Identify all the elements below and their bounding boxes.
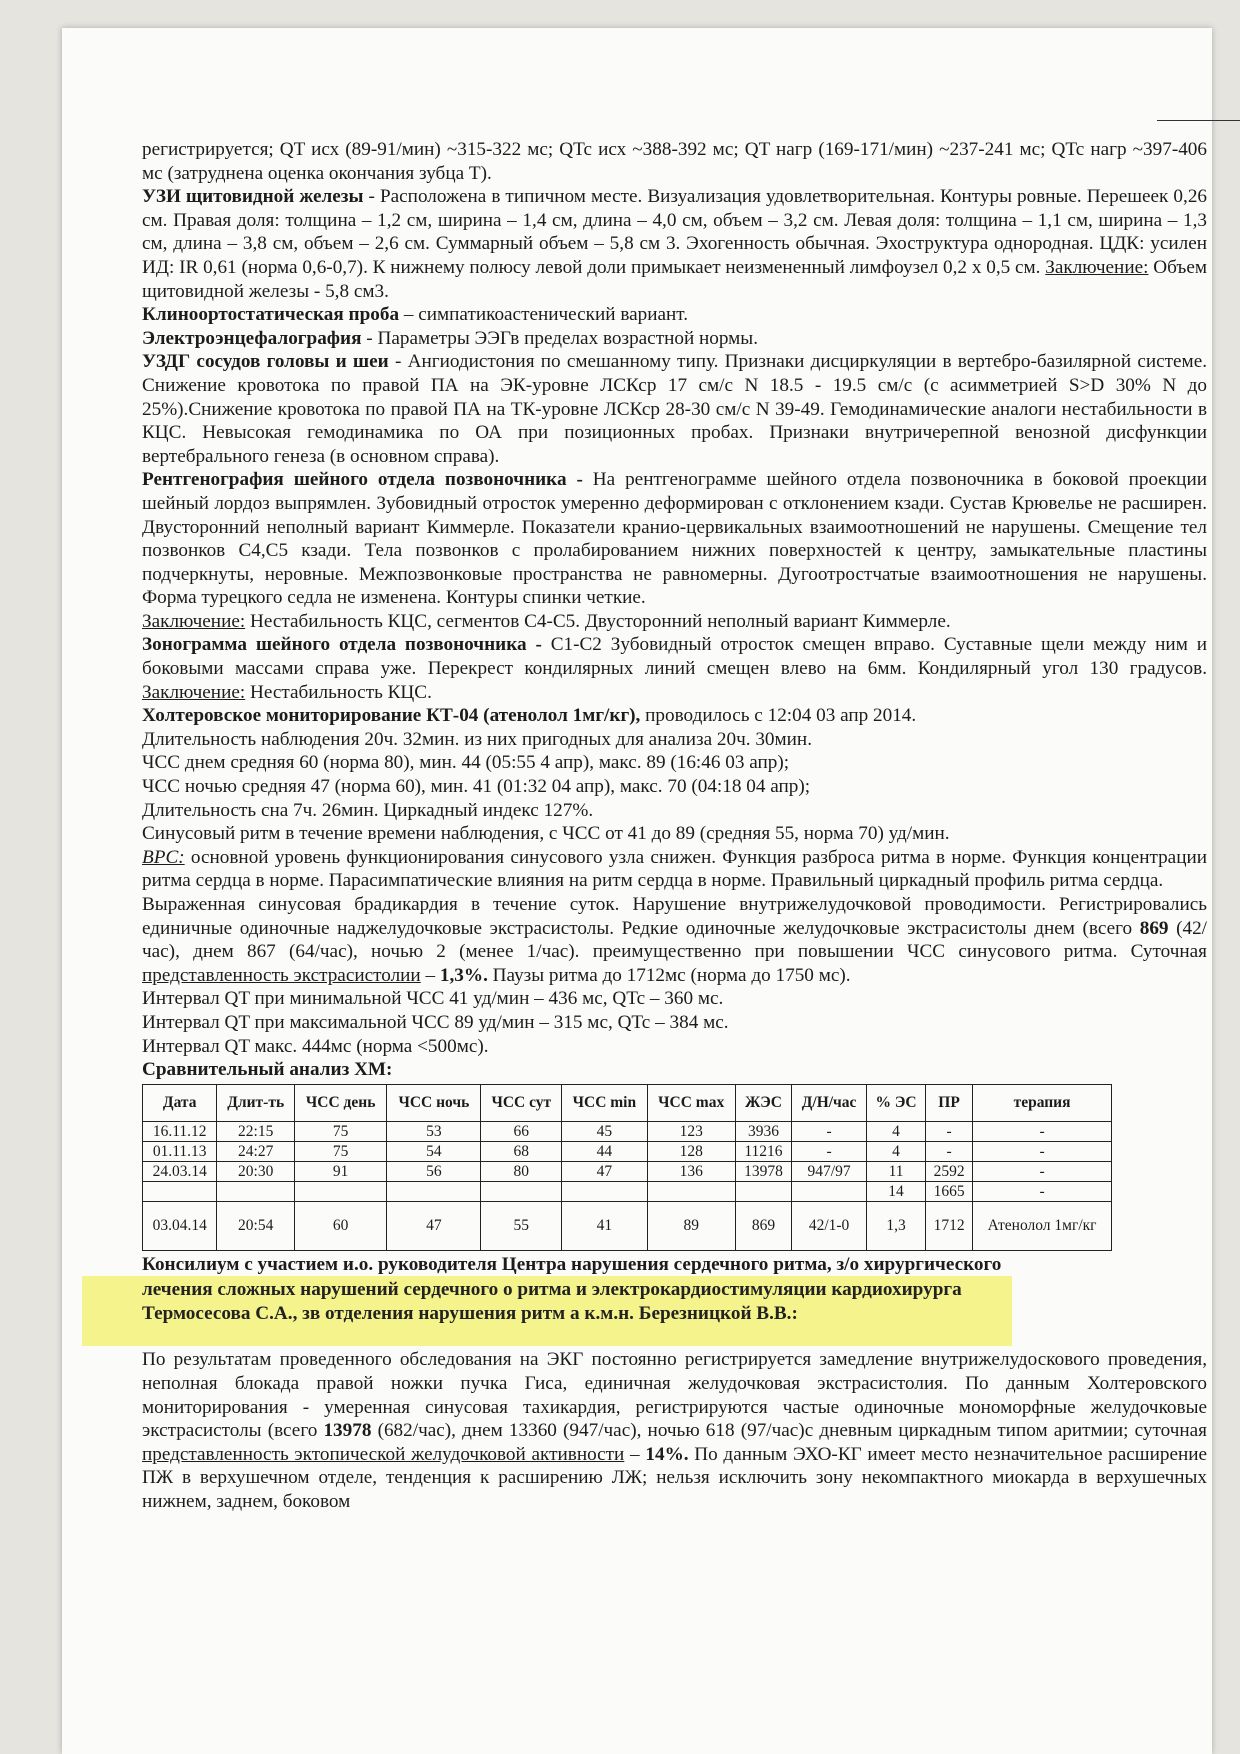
table-cell: 44: [562, 1141, 647, 1161]
table-cell: [735, 1181, 791, 1201]
table-cell: 55: [481, 1201, 562, 1250]
klino-section: [142, 303, 1207, 327]
table-header: ЧСС min: [562, 1084, 647, 1121]
holter-comparison-table: [142, 1084, 1112, 1251]
table-cell: 947/97: [792, 1161, 867, 1181]
table-header: % ЭС: [867, 1084, 926, 1121]
brady-text2: (42/час), днем 867 (64/час), ночью 2 (менее 1/час). преимущественно при повышении ЧСС синусового ритма. Суточная: [142, 917, 1208, 963]
table-cell: 03.04.14: [143, 1201, 217, 1250]
table-cell: 75: [294, 1121, 386, 1141]
hl-line1-right: о ритма и электрокардиостимуляции кардиохирурга: [503, 1279, 962, 1301]
hl-line1-left: лечения сложных нарушений сердечного: [142, 1279, 499, 1301]
table-cell: 1712: [926, 1201, 973, 1250]
compare-title: Сравнительный анализ ХМ:: [142, 1059, 393, 1081]
final-underline: представленность эктопической желудочковой активности: [142, 1443, 625, 1465]
table-cell: 4: [867, 1121, 926, 1141]
uzdg-section: [142, 350, 1207, 468]
holter-text: проводилось с 12:04 03 апр 2014.: [640, 705, 917, 727]
table-cell: 41: [562, 1201, 647, 1250]
klino-title: Клиноортостатическая проба: [142, 304, 400, 326]
table-row: [143, 1161, 1112, 1181]
brady-underline: представленность экстрасистолии: [142, 964, 421, 986]
vrs-label: ВРС:: [142, 846, 185, 868]
table-cell: 42/1-0: [792, 1201, 867, 1250]
table-cell: [562, 1181, 647, 1201]
table-cell: -: [926, 1121, 973, 1141]
table-row: [143, 1141, 1112, 1161]
uzi-section: [142, 185, 1207, 303]
qt-line: Интервал QT при минимальной ЧСС 41 уд/мин – 436 мс, QTc – 360 мс.: [142, 988, 724, 1010]
holter-section: [142, 704, 1207, 728]
qt-paragraph: регистрируется; QT исх (89-91/мин) ~315-322 мс; QTc исх ~388-392 мс; QT нагр (169-171/мин) ~237-241 мс; QTc нагр ~397-406 мс (затруднена оценка окончания зубца T).: [142, 139, 1207, 184]
uzi-conclusion: Объем щитовидной железы - 5,8 см3.: [142, 256, 1207, 302]
table-cell: -: [792, 1121, 867, 1141]
zono-section: [142, 633, 1207, 704]
table-cell: 13978: [735, 1161, 791, 1181]
final-percent: 14%.: [645, 1443, 689, 1465]
table-header: терапия: [973, 1084, 1112, 1121]
brady-section: [142, 893, 1207, 987]
table-cell: 60: [294, 1201, 386, 1250]
highlighted-text: [142, 1278, 1207, 1325]
table-cell: 869: [735, 1201, 791, 1250]
table-cell: 47: [562, 1161, 647, 1181]
document-body: [142, 138, 1207, 1514]
table-cell: 80: [481, 1161, 562, 1181]
table-row: [143, 1201, 1112, 1250]
final-text4: По данным ЭХО-КГ имеет место незначительное расширение ПЖ в верхушечном отделе, тенденция к расширению ЛЖ; нельзя исключить зону некомпактного миокарда в верхушечных нижнем, заднем, боковом: [142, 1443, 1208, 1512]
table-cell: 45: [562, 1121, 647, 1141]
table-header-row: [143, 1084, 1112, 1121]
holter-line: Длительность сна 7ч. 26мин. Циркадный индекс 127%.: [142, 799, 594, 821]
table-cell: 68: [481, 1141, 562, 1161]
klino-text: – симпатикоастенический вариант.: [399, 304, 689, 326]
table-header: ЧСС день: [294, 1084, 386, 1121]
rg-conclusion-label: Заключение:: [142, 610, 246, 632]
eeg-text: - Параметры ЭЭГв пределах возрастной нормы.: [361, 327, 759, 349]
table-header: ЧСС ночь: [387, 1084, 481, 1121]
table-cell: 4: [867, 1141, 926, 1161]
final-total-count: 13978: [323, 1420, 372, 1442]
table-cell: 20:54: [217, 1201, 295, 1250]
document-sheet: [62, 28, 1212, 1754]
table-cell: -: [973, 1181, 1112, 1201]
table-cell: Атенолол 1мг/кг: [973, 1201, 1112, 1250]
brady-percent: 1,3%.: [439, 964, 488, 986]
uzdg-title: УЗДГ сосудов головы и шеи: [142, 351, 389, 373]
table-cell: -: [973, 1141, 1112, 1161]
table-cell: -: [973, 1161, 1112, 1181]
table-cell: 16.11.12: [143, 1121, 217, 1141]
holter-title: Холтеровское мониторирование КТ-04 (атенолол 1мг/кг),: [142, 705, 641, 727]
table-cell: -: [792, 1141, 867, 1161]
table-cell: 47: [387, 1201, 481, 1250]
table-cell: 53: [387, 1121, 481, 1141]
table-cell: 128: [647, 1141, 735, 1161]
holter-line: ЧСС ночью средняя 47 (норма 60), мин. 41 (01:32 04 апр), макс. 70 (04:18 04 апр);: [142, 776, 811, 798]
table-cell: 66: [481, 1121, 562, 1141]
qt-line: Интервал QT при максимальной ЧСС 89 уд/мин – 315 мс, QTc – 384 мс.: [142, 1011, 729, 1033]
rg-section: [142, 468, 1207, 610]
rg-text: На рентгенограмме шейного отдела позвоночника в боковой проекции шейный лордоз выпрямлен. Зубовидный отросток умеренно деформирован с отклонением кзади. Сустав Крювелье не расширен. Двусторонний неполный вариант Киммерле. Показатели кранио-цервикальных взаимоотношений не нарушены. Смещение тел позвонков С4,С5 кзади. Тела позвонков с пролабированием нижних поверхностей к центру, замыкательные пластины подчеркнуты, неровные. Межпозвонковые пространства не равномерны. Дугоотростчатые взаимоотношения не нарушены. Форма турецкого седла не изменена. Контуры спинки четкие.: [142, 469, 1207, 609]
table-cell: -: [973, 1121, 1112, 1141]
table-header: ЖЭС: [735, 1084, 791, 1121]
table-cell: 22:15: [217, 1121, 295, 1141]
table-cell: [387, 1181, 481, 1201]
final-paragraph: [142, 1348, 1207, 1513]
table-header: Д/Н/час: [792, 1084, 867, 1121]
table-cell: 89: [647, 1201, 735, 1250]
table-row: [143, 1121, 1112, 1141]
table-cell: 54: [387, 1141, 481, 1161]
final-text3: –: [624, 1443, 646, 1465]
table-cell: 123: [647, 1121, 735, 1141]
table-cell: [792, 1181, 867, 1201]
brady-text: Выраженная синусовая брадикардия в течение суток. Нарушение внутрижелудочковой проводимости. Регистрировались единичные одиночные наджелудочковые экстрасистолы. Редкие одиночные желудочковые экстрасистолы днем (всего: [142, 894, 1207, 939]
table-cell: [217, 1181, 295, 1201]
highlighted-line: [142, 1278, 1207, 1302]
zono-title: Зонограмма шейного отдела позвоночника -: [142, 634, 542, 656]
table-header: Дата: [143, 1084, 217, 1121]
table-cell: 1,3: [867, 1201, 926, 1250]
table-cell: [294, 1181, 386, 1201]
rg-conclusion-line: [142, 610, 1207, 634]
brady-text3: –: [420, 964, 440, 986]
hl-line2-left: Термосесова С.А., зв отделения нарушения: [142, 1302, 517, 1324]
table-header: ПР: [926, 1084, 973, 1121]
uzdg-text: - Ангиодистония по смешанному типу. Признаки дисциркуляции в вертебро-базилярной системе. Снижение кровотока по правой ПА на ЭК-уровне ЛСКср 17 см/с N 18.5 - 19.5 см/с (с асимметрией S>D 30% N до 25%).Снижение кровотока по правой ПА на ТК-уровне ЛСКср 28-30 см/с N 39-49. Гемодинамические аналоги нестабильности в КЦС. Невысокая гемодинамика по ОА при позиционных пробах. Признаки внутричерепной венозной дисфункции вертебрального генеза (в основном справа).: [142, 351, 1208, 467]
rg-title: Рентгенография шейного отдела позвоночника -: [142, 469, 583, 491]
table-cell: [481, 1181, 562, 1201]
uzi-title: УЗИ щитовидной железы: [142, 186, 364, 208]
table-row: [143, 1181, 1112, 1201]
brady-count: 869: [1139, 917, 1169, 939]
table-cell: 3936: [735, 1121, 791, 1141]
hl-line2-right: ритм а к.м.н. Березницкой В.В.:: [521, 1302, 798, 1324]
uzi-text: - Расположена в типичном месте. Визуализация удовлетворительная. Контуры ровные. Перешеек 0,26 см. Правая доля: толщина – 1,2 см, ширина – 1,4 см, длина – 4,0 см, объем – 3,2 см. Левая доля: толщина – 1,1 см, ширина – 1,3 см, длина – 3,8 см, объем – 2,6 см. Суммарный объем – 5,8 см 3. Эхогенность обычная. Эхоструктура однородная. ЦДК: усилен ИД: IR 0,61 (норма 0,6-0,7). К нижнему полюсу левой доли примыкает неизмененный лимфоузел 0,2 х 0,5 см.: [142, 186, 1208, 278]
table-cell: 1665: [926, 1181, 973, 1201]
zono-text: С1-С2 Зубовидный отросток смещен вправо. Суставные щели между ним и боковыми массами справа уже. Перекрест кондилярных линий смещен влево на 6мм. Кондилярный угол 130 градусов.: [142, 634, 1207, 680]
table-cell: 11216: [735, 1141, 791, 1161]
eeg-title: Электроэнцефалография: [142, 327, 362, 349]
table-cell: -: [926, 1141, 973, 1161]
holter-line: Длительность наблюдения 20ч. 32мин. из них пригодных для анализа 20ч. 30мин.: [142, 728, 812, 750]
eeg-section: [142, 327, 1207, 351]
table-header: ЧСС сут: [481, 1084, 562, 1121]
uzi-conclusion-label: Заключение:: [1045, 256, 1149, 278]
table-cell: [647, 1181, 735, 1201]
table-cell: 2592: [926, 1161, 973, 1181]
table-cell: 75: [294, 1141, 386, 1161]
table-cell: 11: [867, 1161, 926, 1181]
top-rule-divider: [1157, 120, 1240, 121]
table-cell: 56: [387, 1161, 481, 1181]
final-text1: По результатам проведенного обследования на ЭКГ постоянно регистрируется замедление внутрижелудоскового проведения, неполная блокада правой ножки пучка Гиса, единичная желудочковая экстрасистолия. По данным Холтеровского мониторирования - умеренная синусовая тахикардия, регистрируются частые одиночные мономорфные желудочковые экстрасистолы (всего: [142, 1349, 1207, 1442]
table-cell: 24.03.14: [143, 1161, 217, 1181]
zono-conclusion-label: Заключение:: [142, 681, 246, 703]
vrs-section: [142, 846, 1207, 893]
zono-conclusion: Нестабильность КЦС.: [245, 681, 432, 703]
highlighted-line: [142, 1302, 1207, 1326]
table-cell: 91: [294, 1161, 386, 1181]
vrs-text: основной уровень функционирования синусового узла снижен. Функция разброса ритма в норме. Функция концентрации ритма сердца в норме. Парасимпатические влияния на ритм сердца в норме. Правильный циркадный профиль ритма сердца.: [142, 846, 1207, 892]
final-text2: (682/час), днем 13360 (947/час), ночью 618 (97/час)с дневным циркадным типом аритмии; суточная: [371, 1420, 1208, 1442]
table-cell: 01.11.13: [143, 1141, 217, 1161]
table-header: ЧСС max: [647, 1084, 735, 1121]
rg-conclusion: Нестабильность КЦС, сегментов С4-С5. Двусторонний неполный вариант Киммерле.: [245, 610, 951, 632]
consilium-title: Консилиум с участием и.о. руководителя Центра нарушения сердечного ритма, з/о хирургического: [142, 1253, 1002, 1275]
qt-line: Интервал QT макс. 444мс (норма <500мс).: [142, 1035, 489, 1057]
table-cell: [143, 1181, 217, 1201]
table-cell: 14: [867, 1181, 926, 1201]
highlighted-consilium-block: [142, 1276, 1207, 1346]
table-header: Длит-ть: [217, 1084, 295, 1121]
table-cell: 20:30: [217, 1161, 295, 1181]
holter-line: ЧСС днем средняя 60 (норма 80), мин. 44 (05:55 4 апр), макс. 89 (16:46 03 апр);: [142, 752, 790, 774]
table-cell: 136: [647, 1161, 735, 1181]
holter-line: Синусовый ритм в течение времени наблюдения, с ЧСС от 41 до 89 (средняя 55, норма 70) уд/мин.: [142, 823, 950, 845]
brady-text4: Паузы ритма до 1712мс (норма до 1750 мс).: [487, 964, 851, 986]
table-cell: 24:27: [217, 1141, 295, 1161]
